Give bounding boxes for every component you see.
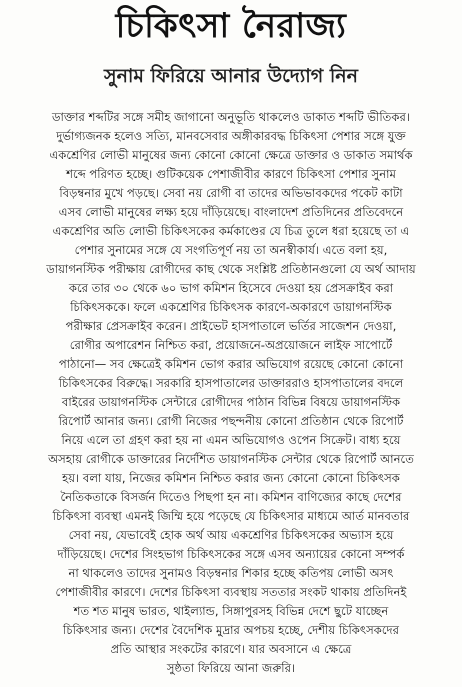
article-line: ডায়াগনস্টিক পরীক্ষায় রোগীদের কাছ থেকে সংশ্লিষ্ট প্রতিষ্ঠানগুলো যে অর্থ আদায় [46, 262, 416, 276]
article-line: চিকিৎসা ব্যবস্থা এমনই জিম্মি হয়ে পড়েছে যে চিকিৎসার মাধ্যমে আর্ত মানবতার [52, 509, 410, 523]
article-line: চিকিৎসকের বিরুদ্ধে। সরকারি হাসপাতালের ডাক্তাররাও হাসপাতালের বদলে [58, 376, 404, 390]
article-body [10, 108, 452, 678]
article-line: বিড়ম্বনার মুখে পড়ছে। সেবা নয় রোগী বা তাদের অভিভাবকদের পকেট কাটা [59, 186, 403, 200]
article-line: ডাক্তার শব্দটির সঙ্গে সমীহ জাগানো অনুভূতি থাকলেও ডাকাত শব্দটি ভীতিকর। [52, 110, 410, 124]
subheadline: সুনাম ফিরিয়ে আনার উদ্যোগ নিন [104, 65, 358, 87]
article-line: শব্দে পরিণত হচ্ছে। গুটিকয়েক পেশাজীবীর কারণে চিকিৎসা পেশার সুনাম [66, 167, 396, 181]
article-line: সুষ্ঠতা ফিরিয়ে আনা জরুরি। [166, 661, 296, 675]
article-line: রিপোর্ট আনার জন্য। রোগী নিজের পছন্দনীয় কোনো প্রতিষ্ঠান থেকে রিপোর্ট [58, 414, 404, 428]
article-line: পেশাজীবীর কারণে। দেশের চিকিৎসা ব্যবস্থায় সততার সংকট থাকায় প্রতিদিনই [55, 585, 407, 599]
article-line: পরীক্ষার প্রেসক্রাইব করেন। প্রাইভেট হাসপাতালে ভর্তির সাজেশন দেওয়া, [65, 319, 397, 333]
article-line: চিকিৎসককে। ফলে একশ্রেণির চিকিৎসক কারণে-অকারণে ডায়াগনস্টিক [70, 300, 392, 314]
article-line: সেবা নয়, যেভাবেই হোক অর্থ আয় একশ্রেণির চিকিৎসকের অভ্যাস হয়ে [68, 528, 394, 542]
article-line: দাঁড়িয়েছে। দেশের সিংহভাগ চিকিৎসকের সঙ্গে এসব অন্যায়ের কোনো সম্পর্ক [57, 547, 405, 561]
article-line: অসহায় রোগীকে ডাক্তারের নির্দেশিত ডায়াগনস্টিক সেন্টার থেকে রিপোর্ট আনতে [48, 452, 414, 466]
article-line: একশ্রেণির লোভী মানুষের জন্য কোনো কোনো ক্ষেত্রে ডাক্তার ও ডাকাত সমার্থক [49, 148, 413, 162]
article-line: হয়। বলা যায়, নিজের কমিশন নিশ্চিত করার জন্য কোনো কোনো চিকিৎসক [62, 471, 400, 485]
article-line: রোগীর অপারেশন নিশ্চিত করা, প্রয়োজনে-অপ্রয়োজনে লাইফ সাপোর্টে [69, 338, 393, 352]
article-line: না থাকলেও তাদের সুনামও বিড়ম্বনার শিকার হচ্ছে কতিপয় লোভী অসৎ [68, 566, 394, 580]
headline: চিকিৎসা নৈরাজ্য [115, 6, 347, 46]
article-line: নৈতিকতাকে বিসর্জন দিতেও পিছপা হন না। কমিশন বাণিজ্যের কাছে দেশের [60, 490, 402, 504]
article-line: শত শত মানুষ ভারত, থাইল্যান্ড, সিঙ্গাপুরসহ বিভিন্ন দেশে ছুটে যাচ্ছেন [73, 604, 389, 618]
article-line: বাইরের ডায়াগনস্টিক সেন্টারে রোগীদের পাঠান বিভিন্ন বিষয়ে ডায়াগনস্টিক [61, 395, 401, 409]
article-line: পেশার সুনামের সঙ্গে যে সংগতিপূর্ণ নয় তা অনস্বীকার্য। এতে বলা হয়, [74, 243, 388, 257]
article-line: চিকিৎসার জন্য। দেশের বৈদেশিক মুদ্রার অপচয় হচ্ছে, দেশীয় চিকিৎসকদের [63, 623, 399, 637]
article-line: নিয়ে এলে তা গ্রহণ করা হয় না এমন অভিযোগও ওপেন সিক্রেট। বাধ্য হয়ে [61, 433, 401, 447]
article-line: একশ্রেণির অতি লোভী চিকিৎসকের কর্মকাণ্ডের যে চিত্র তুলে ধরা হয়েছে তা এ [52, 224, 410, 238]
article-line: প্রতি আস্থার সংকটের কারণে। যার অবসানে এ ক্ষেত্রে [110, 642, 352, 656]
article-line: করে তার ৩০ থেকে ৬০ ভাগ কমিশন হিসেবে দেওয়া হয় প্রেসক্রাইব করা [68, 281, 394, 295]
article-line: এসব লোভী মানুষের লক্ষ্য হয়ে দাঁড়িয়েছে। বাংলাদেশ প্রতিদিনের প্রতিবেদনে [58, 205, 404, 219]
article-line: দুর্ভাগ্যজনক হলেও সত্যি, মানবসেবার অঙ্গীকারবদ্ধ চিকিৎসা পেশার সঙ্গে যুক্ত [56, 129, 406, 143]
article-line: পাঠানো— সব ক্ষেত্রেই কমিশন ভোগ করার অভিযোগ রয়েছে কোনো কোনো [58, 357, 404, 371]
